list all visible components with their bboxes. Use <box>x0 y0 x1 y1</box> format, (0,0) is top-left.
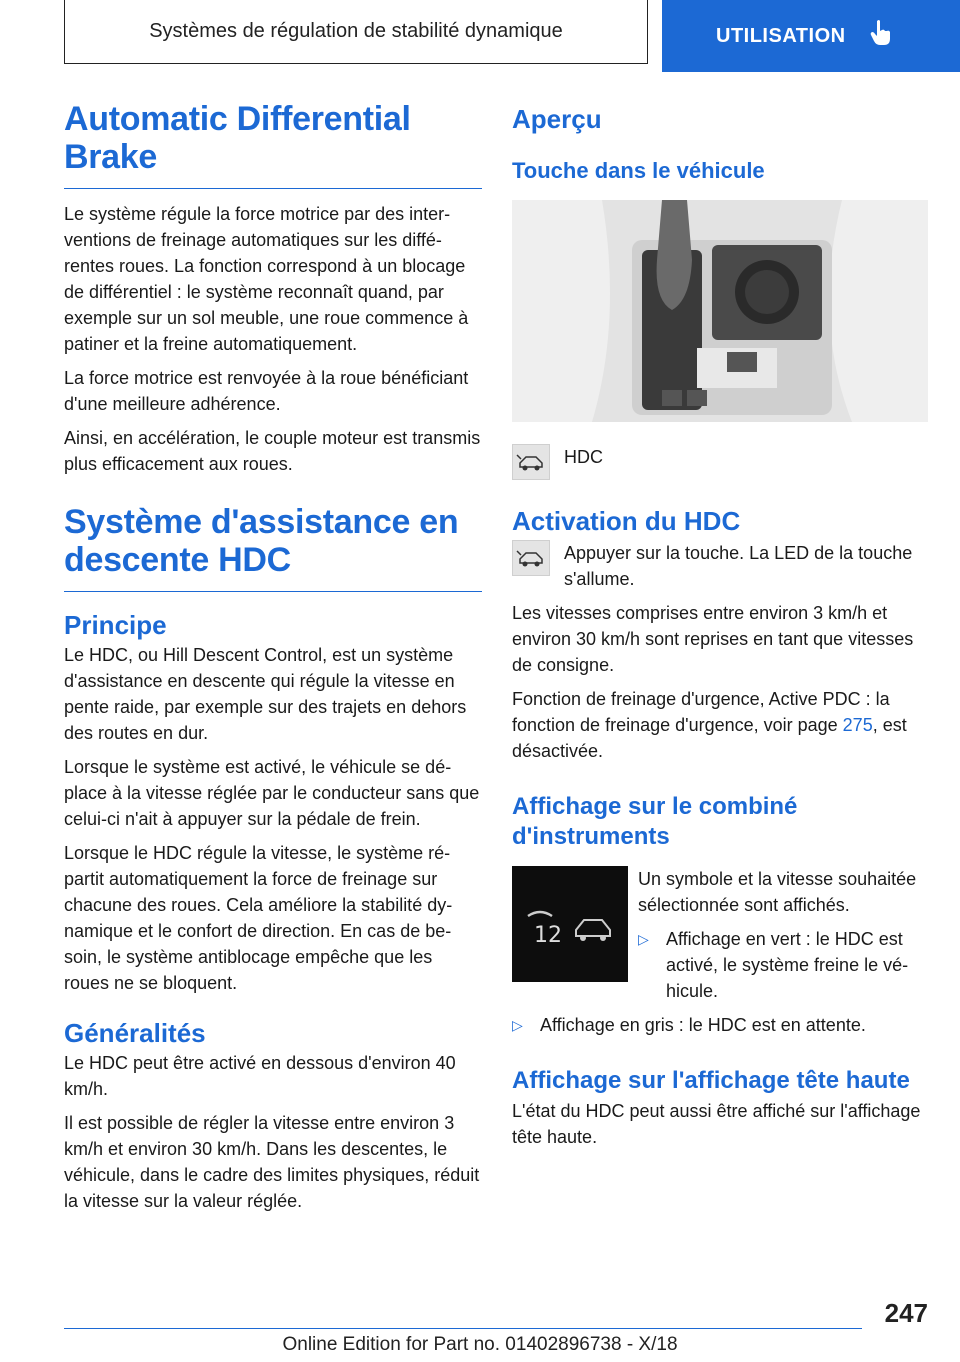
hud-paragraph-1: L'état du HDC peut aussi être affiché sur l'affichage tête haute. <box>512 1101 921 1147</box>
adb-paragraph-2: La force motrice est renvoyée à la roue bénéficiant d'une meilleure adhérence. <box>64 368 469 414</box>
apercu-heading: Aperçu <box>512 104 602 134</box>
list-item <box>512 1012 928 1038</box>
hdc-heading: Système d'assistance en descente HDC <box>64 503 459 579</box>
heading-rule <box>64 188 482 189</box>
generalites-paragraph-2: Il est possible de régler la vitesse entre environ 3 km/h et environ 30 km/h. Dans les descentes, le véhicule, dans le cadre des limites physiques, réduit la vitesse sur la valeur réglée. <box>64 1113 480 1211</box>
activation-paragraph-1: Appuyer sur la touche. La LED de la touche s'allume. <box>564 543 913 589</box>
principe-paragraph-2: Lorsque le système est activé, le véhicule se déplace à la vitesse réglée par le conducteur sans que celui-ci n'ait à appuyer sur la pédale de frein. <box>64 757 480 829</box>
cluster-speed: 12 <box>534 923 562 948</box>
generalites-heading: Généralités <box>64 1018 206 1048</box>
hdc-label: HDC <box>564 447 603 467</box>
generalites-paragraph-1: Le HDC peut être activé en dessous d'environ 40 km/h. <box>64 1053 456 1099</box>
adb-paragraph-1: Le système régule la force motrice par des interventions de freinage automatiques sur les différentes roues. La fonction correspond à un blocage de différentiel : le système reconnaît quand, par exemple sur un sol meuble, une roue commence à patiner et la freine automatiquement. <box>64 204 469 354</box>
cluster-display <box>512 866 628 982</box>
combine-heading: Affichage sur le combiné d'instruments <box>512 793 798 850</box>
bullet-text: Affichage en gris : le HDC est en attente. <box>540 1015 866 1035</box>
activation-heading: Activation du HDC <box>512 506 741 536</box>
adb-paragraph-3: Ainsi, en accélération, le couple moteur est transmis plus efficacement aux roues. <box>64 428 481 474</box>
activation-text-b: , est désactivée. <box>512 715 907 761</box>
hdc-button-icon <box>512 540 550 576</box>
adb-heading: Automatic Differential Brake <box>64 100 411 176</box>
bullet-triangle-icon: ▷ <box>638 931 649 947</box>
hud-heading: Affichage sur l'affichage tête haute <box>512 1067 910 1094</box>
principe-paragraph-1: Le HDC, ou Hill Descent Control, est un système d'assistance en descente qui régule la vitesse en pente raide, par exemple sur des trajets en dehors des routes en dur. <box>64 645 467 743</box>
chapter-label: UTILISATION <box>716 24 846 47</box>
combine-paragraph-1: Un symbole et la vitesse souhaitée sélectionnée sont affichés. <box>638 869 917 915</box>
hdc-button-icon <box>512 444 550 480</box>
principe-paragraph-3: Lorsque le HDC régule la vitesse, le système répartit automatiquement la force de freinage sur chacune des roues. Cela améliore la stabilité dynamique et le confort de direction. En cas de besoin, le système antiblocage empêche que les roues ne se bloquent. <box>64 843 453 993</box>
bullet-text: Affichage en vert : le HDC est activé, le système freine le véhicule. <box>666 929 909 1001</box>
footer-rule <box>64 1328 862 1329</box>
section-header <box>64 0 648 64</box>
activation-paragraph-3 <box>512 686 928 764</box>
chapter-tab[interactable] <box>662 0 960 72</box>
hand-pointer-icon <box>868 19 894 53</box>
principe-heading: Principe <box>64 610 167 640</box>
touche-heading: Touche dans le véhicule <box>512 158 765 183</box>
heading-rule <box>64 591 482 592</box>
list-item <box>638 926 928 1004</box>
bullet-triangle-icon: ▷ <box>512 1017 523 1033</box>
activation-text-a: Fonction de freinage d'urgence, Active PDC : la fonction de freinage d'urgence, voir page <box>512 689 890 735</box>
edition-note: Online Edition for Part no. 01402896738 - X/18 <box>282 1334 678 1355</box>
section-title: Systèmes de régulation de stabilité dynamique <box>149 20 563 42</box>
page-number: 247 <box>884 1298 928 1328</box>
center-console-photo <box>512 200 928 422</box>
right-column <box>512 100 928 1158</box>
page-link[interactable]: 275 <box>842 715 873 735</box>
activation-paragraph-2: Les vitesses comprises entre environ 3 km/h et environ 30 km/h sont reprises en tant que vitesses de consigne. <box>512 603 914 675</box>
left-column <box>64 100 482 1222</box>
